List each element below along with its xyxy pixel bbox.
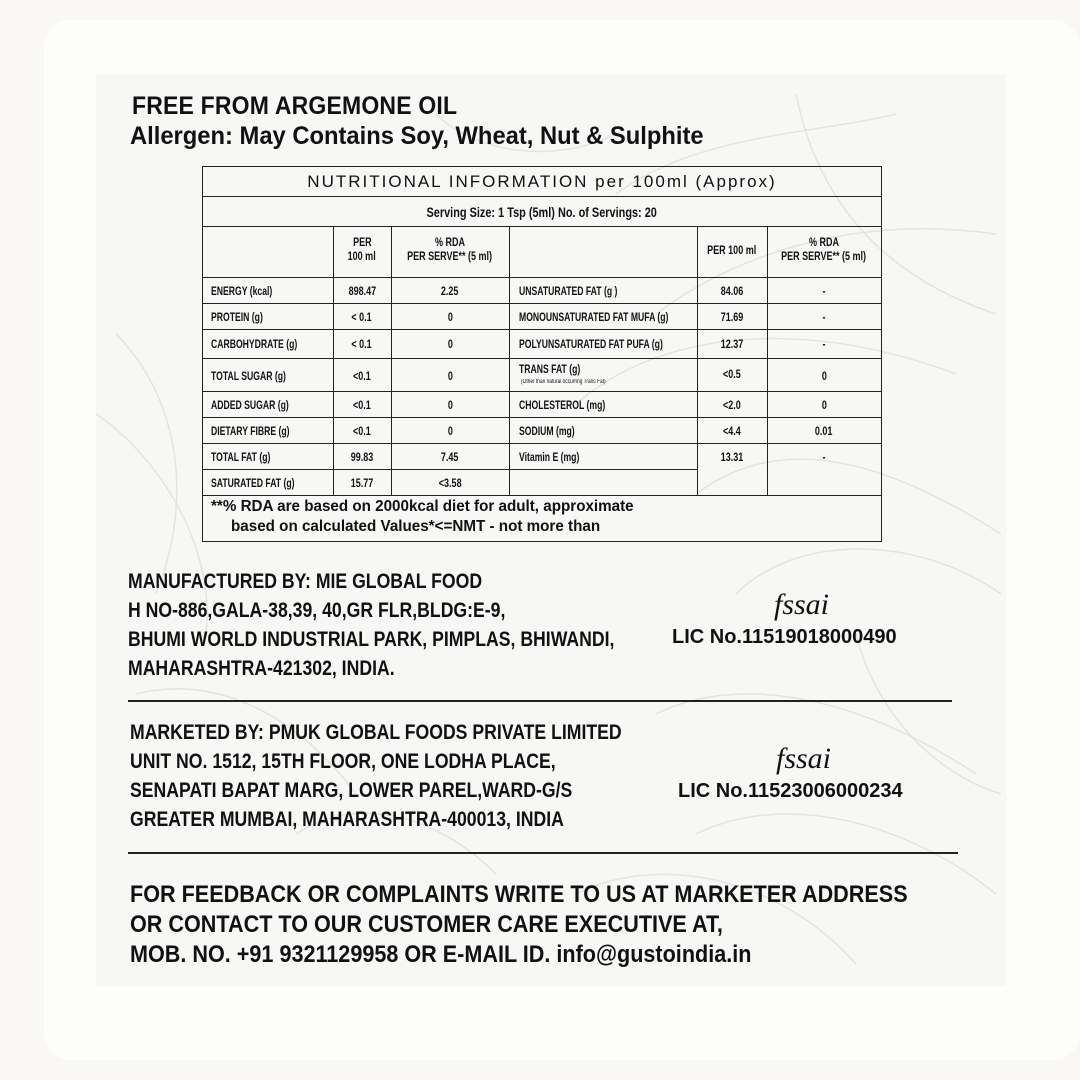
marketer-license: LIC No.11523006000234 xyxy=(678,780,903,802)
rda-footnote-cont: based on calculated Values*<=NMT - not more than xyxy=(231,518,601,535)
manufacturer-address: MANUFACTURED BY: MIE GLOBAL FOOD H NO-886,GALA-38,39, 40,GR FLR,BLDG:E-9, BHUMI WORLD INDUSTRIAL PARK, PIMPLAS, BHIWANDI, MAHARASHTRA-421302, INDIA. xyxy=(128,570,615,680)
nutrient-name: Vitamin E (mg) xyxy=(519,450,580,464)
grid-line xyxy=(203,303,881,304)
nutrient-rda: 0 xyxy=(447,337,453,351)
nutrient-value: 898.47 xyxy=(348,284,376,298)
grid-line xyxy=(203,391,881,392)
nutrient-rda: - xyxy=(822,284,826,298)
nutrient-name: ADDED SUGAR (g) xyxy=(211,398,289,412)
nutrient-subnote: (Other than natural occurring Trans Fat) xyxy=(521,379,606,385)
nutrient-name: CHOLESTEROL (mg) xyxy=(519,398,606,412)
nutrient-value: <0.1 xyxy=(353,369,371,383)
nutrient-value: 99.83 xyxy=(350,450,374,464)
nutrition-grid xyxy=(203,227,881,495)
marketer-address: MARKETED BY: PMUK GLOBAL FOODS PRIVATE LIMITED UNIT NO. 1512, 15TH FLOOR, ONE LODHA PLACE, SENAPATI BAPAT MARG, LOWER PAREL,WARD-G/S GREATER MUMBAI, MAHARASHTRA-400013, INDIA xyxy=(130,721,622,831)
section-divider xyxy=(128,700,952,702)
grid-line xyxy=(203,358,881,359)
nutrient-rda: 7.45 xyxy=(441,450,459,464)
allergen-statement: Allergen: May Contains Soy, Wheat, Nut & Sulphite xyxy=(130,122,704,150)
nutrient-value: <2.0 xyxy=(723,398,741,412)
nutrient-rda: - xyxy=(822,337,826,351)
nutrient-value: 15.77 xyxy=(350,476,374,490)
nutrient-name: PROTEIN (g) xyxy=(211,310,263,324)
fssai-logo: fssai xyxy=(776,742,832,775)
grid-line xyxy=(203,469,697,470)
nutrient-name: TOTAL SUGAR (g) xyxy=(211,369,286,383)
nutrient-rda: - xyxy=(822,450,826,464)
nutrient-value: 71.69 xyxy=(720,310,744,324)
nutrient-name: UNSATURATED FAT (g ) xyxy=(519,284,618,298)
grid-line xyxy=(203,329,881,330)
serving-info: Serving Size: 1 Tsp (5ml) No. of Servings: 20 xyxy=(203,197,881,227)
nutrient-rda: 0 xyxy=(821,398,827,412)
grid-line xyxy=(203,417,881,418)
nutrient-rda: <3.58 xyxy=(438,476,462,490)
section-divider xyxy=(128,852,958,854)
nutrient-name: SODIUM (mg) xyxy=(519,424,575,438)
nutrient-rda: 2.25 xyxy=(441,284,459,298)
nutrient-value: <0.1 xyxy=(353,398,371,412)
nutrient-name: SATURATED FAT (g) xyxy=(211,476,295,490)
grid-divider xyxy=(509,227,510,495)
nutrient-name: CARBOHYDRATE (g) xyxy=(211,337,298,351)
nutrient-rda: 0 xyxy=(447,424,453,438)
header-per100-right: PER 100 ml xyxy=(707,243,757,257)
nutrient-value: 12.37 xyxy=(720,337,744,351)
nutrient-rda: 0 xyxy=(447,310,453,324)
nutrient-rda: 0.01 xyxy=(815,424,833,438)
rda-footnote: **% RDA are based on 2000kcal diet for adult, approximate xyxy=(211,498,634,515)
grid-line xyxy=(203,495,881,496)
nutrient-value: < 0.1 xyxy=(351,310,373,324)
nutrient-value: 84.06 xyxy=(720,284,744,298)
nutrient-value: 13.31 xyxy=(720,450,744,464)
nutrient-rda: 0 xyxy=(447,398,453,412)
nutrient-value: < 0.1 xyxy=(351,337,373,351)
nutrient-name: TOTAL FAT (g) xyxy=(211,450,271,464)
header-per100-left: PER 100 ml xyxy=(347,235,377,263)
nutrient-name: POLYUNSATURATED FAT PUFA (g) xyxy=(519,337,663,351)
nutrient-name: MONOUNSATURATED FAT MUFA (g) xyxy=(519,310,669,324)
nutrient-value: <0.5 xyxy=(723,367,741,381)
argemone-free-statement: FREE FROM ARGEMONE OIL xyxy=(132,92,458,120)
nutrient-rda: 0 xyxy=(447,369,453,383)
fssai-logo: fssai xyxy=(774,588,830,621)
grid-line xyxy=(203,443,881,444)
nutrient-value: <0.1 xyxy=(353,424,371,438)
nutrient-rda: 0 xyxy=(821,369,827,383)
manufacturer-license: LIC No.11519018000490 xyxy=(672,626,897,648)
nutrient-name: DIETARY FIBRE (g) xyxy=(211,424,290,438)
header-rda-left: % RDA PER SERVE** (5 ml) xyxy=(407,235,493,263)
nutrient-name: TRANS FAT (g) xyxy=(519,362,581,376)
nutrient-name: ENERGY (kcal) xyxy=(211,284,273,298)
nutrient-rda: - xyxy=(822,310,826,324)
nutrient-value: <4.4 xyxy=(723,424,741,438)
nutrition-table xyxy=(202,166,882,542)
grid-line xyxy=(203,277,881,278)
header-rda-right: % RDA PER SERVE** (5 ml) xyxy=(781,235,867,263)
nutrition-title: NUTRITIONAL INFORMATION per 100ml (Approx) xyxy=(203,167,881,197)
feedback-contact: FOR FEEDBACK OR COMPLAINTS WRITE TO US AT MARKETER ADDRESS OR CONTACT TO OUR CUSTOMER CARE EXECUTIVE AT, MOB. NO. +91 9321129958 OR E-MAIL ID. info@gustoindia.in xyxy=(130,881,908,968)
